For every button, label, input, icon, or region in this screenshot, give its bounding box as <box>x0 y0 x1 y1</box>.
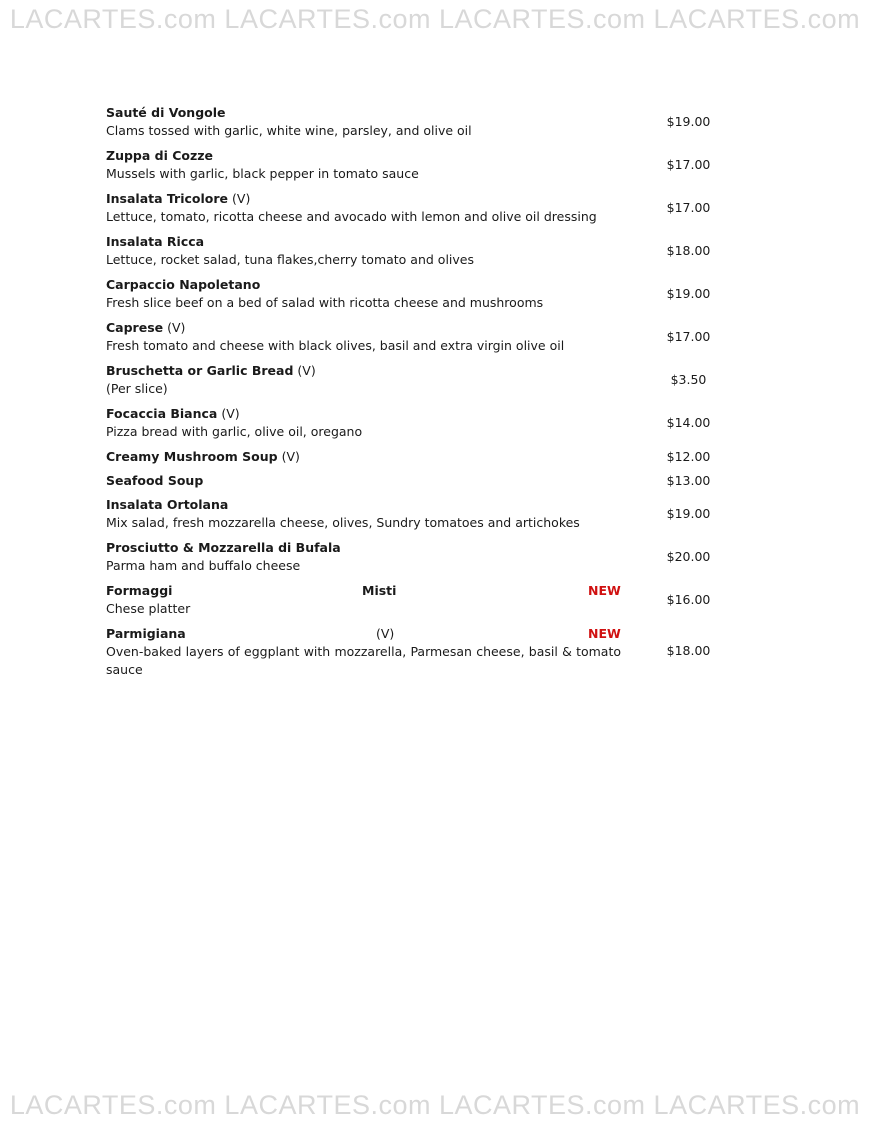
item-price: $13.00 <box>666 473 711 488</box>
menu-item <box>106 362 726 405</box>
item-name: Caprese <box>106 320 164 335</box>
item-price: $16.00 <box>666 592 711 607</box>
menu-item <box>106 496 726 539</box>
menu-item <box>106 147 726 190</box>
item-name: Parmigiana <box>106 626 186 641</box>
item-name: Insalata Tricolore <box>106 191 229 206</box>
item-name: Insalata Ricca <box>106 234 205 249</box>
item-price: $19.00 <box>666 286 711 301</box>
item-description: Chese platter <box>106 601 191 616</box>
item-description: Mix salad, fresh mozzarella cheese, olives, Sundry tomatoes and artichokes <box>106 515 580 530</box>
item-name: Bruschetta or Garlic Bread <box>106 363 294 378</box>
menu-item <box>106 233 726 276</box>
item-description: Fresh slice beef on a bed of salad with ricotta cheese and mushrooms <box>106 295 544 310</box>
item-name: Focaccia Bianca <box>106 406 218 421</box>
menu-item <box>106 190 726 233</box>
item-description: Clams tossed with garlic, white wine, parsley, and olive oil <box>106 123 472 138</box>
item-name-suffix: Misti <box>362 583 397 598</box>
vegetarian-mark: (V) <box>221 406 240 421</box>
item-price: $17.00 <box>666 200 711 215</box>
item-price: $17.00 <box>666 329 711 344</box>
item-name: Formaggi <box>106 583 173 598</box>
menu-list <box>106 104 726 683</box>
menu-item <box>106 319 726 362</box>
item-price: $20.00 <box>666 549 711 564</box>
item-price: $18.00 <box>666 243 711 258</box>
menu-item <box>106 472 726 496</box>
item-description: Lettuce, rocket salad, tuna flakes,cherry tomato and olives <box>106 252 474 267</box>
menu-item <box>106 625 726 683</box>
item-description: Mussels with garlic, black pepper in tomato sauce <box>106 166 419 181</box>
vegetarian-mark: (V) <box>281 449 300 464</box>
item-name: Seafood Soup <box>106 473 204 488</box>
vegetarian-mark: (V) <box>376 626 395 641</box>
item-name: Sauté di Vongole <box>106 105 226 120</box>
new-badge: NEW <box>588 583 621 598</box>
menu-item <box>106 539 726 582</box>
item-name: Zuppa di Cozze <box>106 148 214 163</box>
item-description: Oven-baked layers of eggplant with mozzarella, Parmesan cheese, basil & tomato sauce <box>106 644 621 677</box>
watermark-top: LACARTES.com LACARTES.com LACARTES.com LACARTES.com <box>9 4 861 34</box>
item-price: $14.00 <box>666 415 711 430</box>
item-price: $17.00 <box>666 157 711 172</box>
menu-item <box>106 405 726 448</box>
item-description: Parma ham and buffalo cheese <box>106 558 301 573</box>
item-name: Prosciutto & Mozzarella di Bufala <box>106 540 341 555</box>
watermark-bottom: LACARTES.com LACARTES.com LACARTES.com LACARTES.com <box>9 1090 861 1120</box>
item-price: $3.50 <box>670 372 707 387</box>
menu-item <box>106 582 726 625</box>
item-price: $12.00 <box>666 449 711 464</box>
item-name: Insalata Ortolana <box>106 497 229 512</box>
item-price: $19.00 <box>666 506 711 521</box>
item-price: $18.00 <box>666 643 711 658</box>
item-name: Creamy Mushroom Soup <box>106 449 278 464</box>
item-price: $19.00 <box>666 114 711 129</box>
item-description: Lettuce, tomato, ricotta cheese and avocado with lemon and olive oil dressing <box>106 209 597 224</box>
item-description: (Per slice) <box>106 381 168 396</box>
menu-item <box>106 104 726 147</box>
vegetarian-mark: (V) <box>167 320 186 335</box>
new-badge: NEW <box>588 626 621 641</box>
vegetarian-mark: (V) <box>297 363 316 378</box>
vegetarian-mark: (V) <box>232 191 251 206</box>
item-description: Pizza bread with garlic, olive oil, oregano <box>106 424 363 439</box>
item-description: Fresh tomato and cheese with black olives, basil and extra virgin olive oil <box>106 338 565 353</box>
menu-item <box>106 276 726 319</box>
menu-item <box>106 448 726 472</box>
item-name: Carpaccio Napoletano <box>106 277 261 292</box>
